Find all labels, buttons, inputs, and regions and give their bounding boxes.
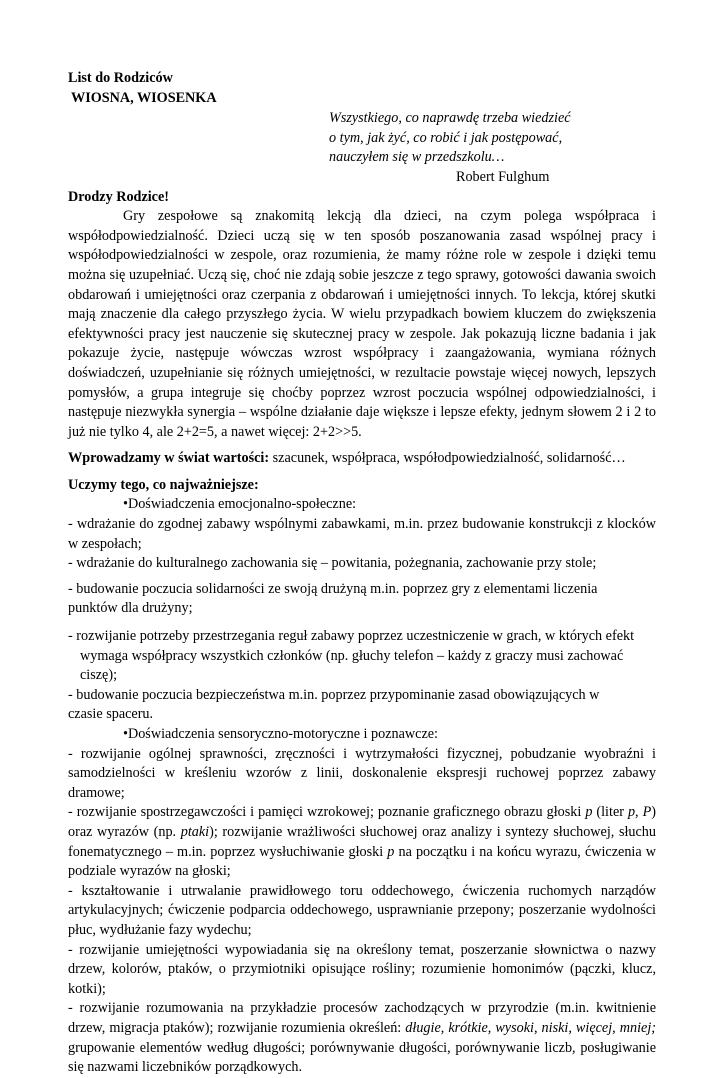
letter-page	[68, 69, 656, 1078]
list-item: - budowanie poczucia solidarności ze swoją drużyną m.in. poprzez gry z elementami liczenia punktów dla drużyny;	[68, 580, 598, 617]
list-item: - budowanie poczucia bezpieczeństwa m.in. poprzez przypominanie zasad obowiązujących w czasie spaceru.	[68, 686, 600, 723]
motto-quote	[329, 109, 656, 187]
motto-line: o tym, jak żyć, co robić i jak postępować,	[329, 129, 563, 146]
section-sensory-motor-title: •Doświadczenia sensoryczno-motoryczne i poznawcze:	[123, 726, 438, 742]
letter-title: WIOSNA, WIOSENKA	[71, 89, 217, 106]
greeting: Drodzy Rodzice!	[68, 188, 169, 205]
list-item: - rozwijanie potrzeby przestrzegania reguł zabawy poprzez uczestniczenie w grach, w których efekt wymaga współpracy wszystkich członków (np. głuchy telefon – każdy z graczy musi zachować ciszę);	[68, 628, 635, 684]
motto-author: Robert Fulghum	[456, 168, 550, 185]
list-item: - rozwijanie ogólnej sprawności, zręczności i wytrzymałości fizycznej, pobudzanie wyobraźni i samodzielności w kreśleniu wzorów z linii, doskonalenie ekspresji ruchowej poprzez zabawy dramowe;	[68, 745, 656, 801]
letter-heading: List do Rodziców	[68, 70, 173, 86]
learning-title: Uczymy tego, co najważniejsze:	[68, 476, 259, 493]
motto-line: nauczyłem się w przedszkolu…	[329, 149, 505, 166]
list-item: - wdrażanie do zgodnej zabawy wspólnymi zabawkami, m.in. przez budowanie konstrukcji z klocków w zespołach;	[68, 516, 656, 552]
list-item: - rozwijanie rozumowania na przykładzie procesów zachodzących w przyrodzie (m.in. kwitnienie drzew, migracja ptaków); rozwijanie rozumienia określeń: długie, krótkie, wysoki, niski, więcej, mniej; grupowanie elementów według długości; porównywanie długości, porównywanie liczb, posługiwanie się nazwami liczebników porządkowych.	[68, 1000, 656, 1076]
list-item: - kształtowanie i utrwalanie prawidłowego toru oddechowego, ćwiczenia ruchomych narządów artykulacyjnych; ćwiczenie podparcia oddechowego, usprawnianie przepony; poszerzanie wydolności płuc, wydłużanie fazy wydechu;	[68, 882, 656, 938]
values-paragraph	[68, 449, 656, 469]
motto-line: Wszystkiego, co naprawdę trzeba wiedzieć	[329, 110, 571, 127]
list-item: - rozwijanie umiejętności wypowiadania się na określony temat, poszerzanie słownictwa o nazwy drzew, kolorów, ptaków, o przymiotniki opisujące rośliny; rozumienie homonimów (pączki, klucz, kotki);	[68, 941, 656, 997]
section-emotional-social-title: •Doświadczenia emocjonalno-społeczne:	[123, 496, 357, 513]
list-item: - wdrażanie do kulturalnego zachowania się – powitania, pożegnania, zachowanie przy stole;	[68, 555, 597, 572]
intro-paragraph: Gry zespołowe są znakomitą lekcją dla dzieci, na czym polega współpraca i współodpowiedzialność. Dzieci uczą się w ten sposób poszanowania zasad wspólnej pracy i współodpowiedzialności w zespole, oraz rozumienia, że mamy różne role w zespole i dzięki temu można się uzupełniać. Uczą się, choć nie zdają sobie jeszcze z tego sprawy, gotowości dawania swoich obdarowań i umiejętności oraz czerpania z obdarowań i umiejętności innych. To lekcja, której skutki mają znaczenie dla całego przyszłego życia. W wielu przypadkach bowiem kluczem do zwiększenia efektywności pracy jest nauczenie się skutecznej pracy w zespole. Jak pokazują liczne badania i jak pokazuje życie, następuje wówczas wzrost współpracy i zaangażowania, wymiana różnych doświadczeń, uzupełnianie się różnych umiejętności, w rezultacie powstaje więcej nowych, lepszych pomysłów, a grupa integruje się choćby poprzez wzrost poczucia wspólnej odpowiedzialności, i następuje niezwykła synergia – wspólne działanie daje większe i lepsze efekty, jednym słowem 2 i 2 to już nie tylko 4, ale 2+2=5, a nawet więcej: 2+2>>5.	[68, 208, 656, 440]
values-label: Wprowadzamy w świat wartości:	[68, 450, 270, 467]
list-item: - rozwijanie spostrzegawczości i pamięci wzrokowej; poznanie graficznego obrazu głoski p (liter p, P) oraz wyrazów (np. ptaki); rozwijanie wrażliwości słuchowej oraz analizy i syntezy słuchowej, słuchu fonematycznego – m.in. poprzez wysłuchiwanie głoski p na początku i na końcu wyrazu, ćwiczenia w podziale wyrazów na głoski;	[68, 804, 656, 880]
values-text: szacunek, współpraca, współodpowiedzialność, solidarność…	[269, 450, 626, 467]
